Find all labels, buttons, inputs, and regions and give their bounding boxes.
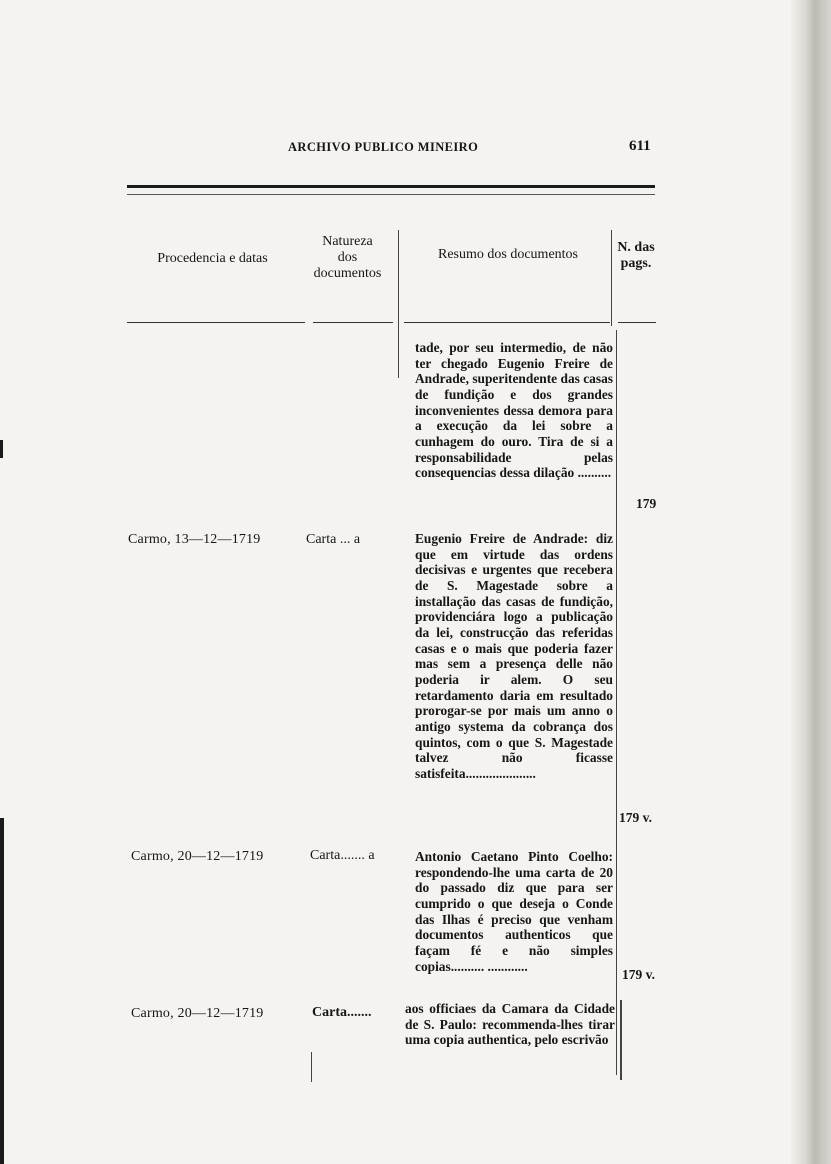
column-divider [398, 230, 399, 330]
column-header-pags: N. das pags. [617, 240, 655, 271]
column-header-procedencia: Procedencia e datas [157, 251, 268, 266]
column-divider [611, 230, 612, 326]
column-header-rule [313, 322, 393, 323]
entry-natureza: Carta....... a [310, 848, 375, 863]
entry-resumo: Eugenio Freire de Andrade: diz que em virtude das ordens decisivas e urgentes que recebera de S. Magestade sobre a installação das casas de fundição, providenciára logo a publicação da lei, construcção das referidas casas e o mais que poderia fazer mas sem a presença delle não poderia ir alem. O seu retardamento daria em resultado prorogar-se por mais um anno o antigo systema da cobrança dos quintos, com o que S. Magestade talvez não ficasse satisfeita..................... [415, 531, 613, 781]
entry-procedencia: Carmo, 20—12—1719 [131, 849, 264, 864]
column-header-rule [404, 322, 610, 323]
column-divider [311, 1052, 312, 1082]
column-divider [616, 330, 617, 1075]
page-number: 611 [629, 138, 651, 154]
entry-natureza: Carta....... [312, 1005, 372, 1020]
entry-pags: 179 v. [619, 810, 653, 825]
column-header-rule [127, 322, 305, 323]
column-divider [398, 330, 399, 378]
entry-resumo: tade, por seu intermedio, de não ter chegado Eugenio Freire de Andrade, superitendente das casas de fundição e dos grandes inconvenientes dessa demora para a execução da lei sobre a cunhagem do ouro. Tira de si a responsabilidade pelas consequencias dessa dilação .......... [415, 340, 613, 481]
header-rule [127, 185, 655, 188]
entry-resumo: aos officiaes da Camara da Cidade de S. Paulo: recommenda-lhes tirar uma copia authentica, pelo escrivão [405, 1001, 615, 1048]
page-edge-shadow [791, 0, 831, 1164]
entry-procedencia: Carmo, 13—12—1719 [128, 532, 261, 547]
column-header-resumo: Resumo dos documentos [438, 247, 578, 262]
running-header: ARCHIVO PUBLICO MINEIRO [288, 140, 479, 154]
entry-natureza: Carta ... a [306, 532, 361, 547]
column-header-natureza: Natureza dos documentos [313, 234, 382, 281]
binding-mark [0, 818, 4, 1164]
entry-pags: 179 v. [622, 967, 656, 982]
entry-procedencia: Carmo, 20—12—1719 [131, 1006, 264, 1021]
column-divider [620, 1000, 622, 1080]
binding-mark [0, 440, 3, 458]
entry-pags: 179 [636, 496, 657, 511]
entry-resumo: Antonio Caetano Pinto Coelho: respondendo-lhe uma carta de 20 do passado diz que para ser cumprido o que deseja o Conde das Ilhas é preciso que venham documentos authenticos que façam fé e não simples copias.......... ............ [415, 849, 613, 974]
column-header-rule [618, 322, 656, 323]
header-rule-thin [127, 194, 655, 195]
